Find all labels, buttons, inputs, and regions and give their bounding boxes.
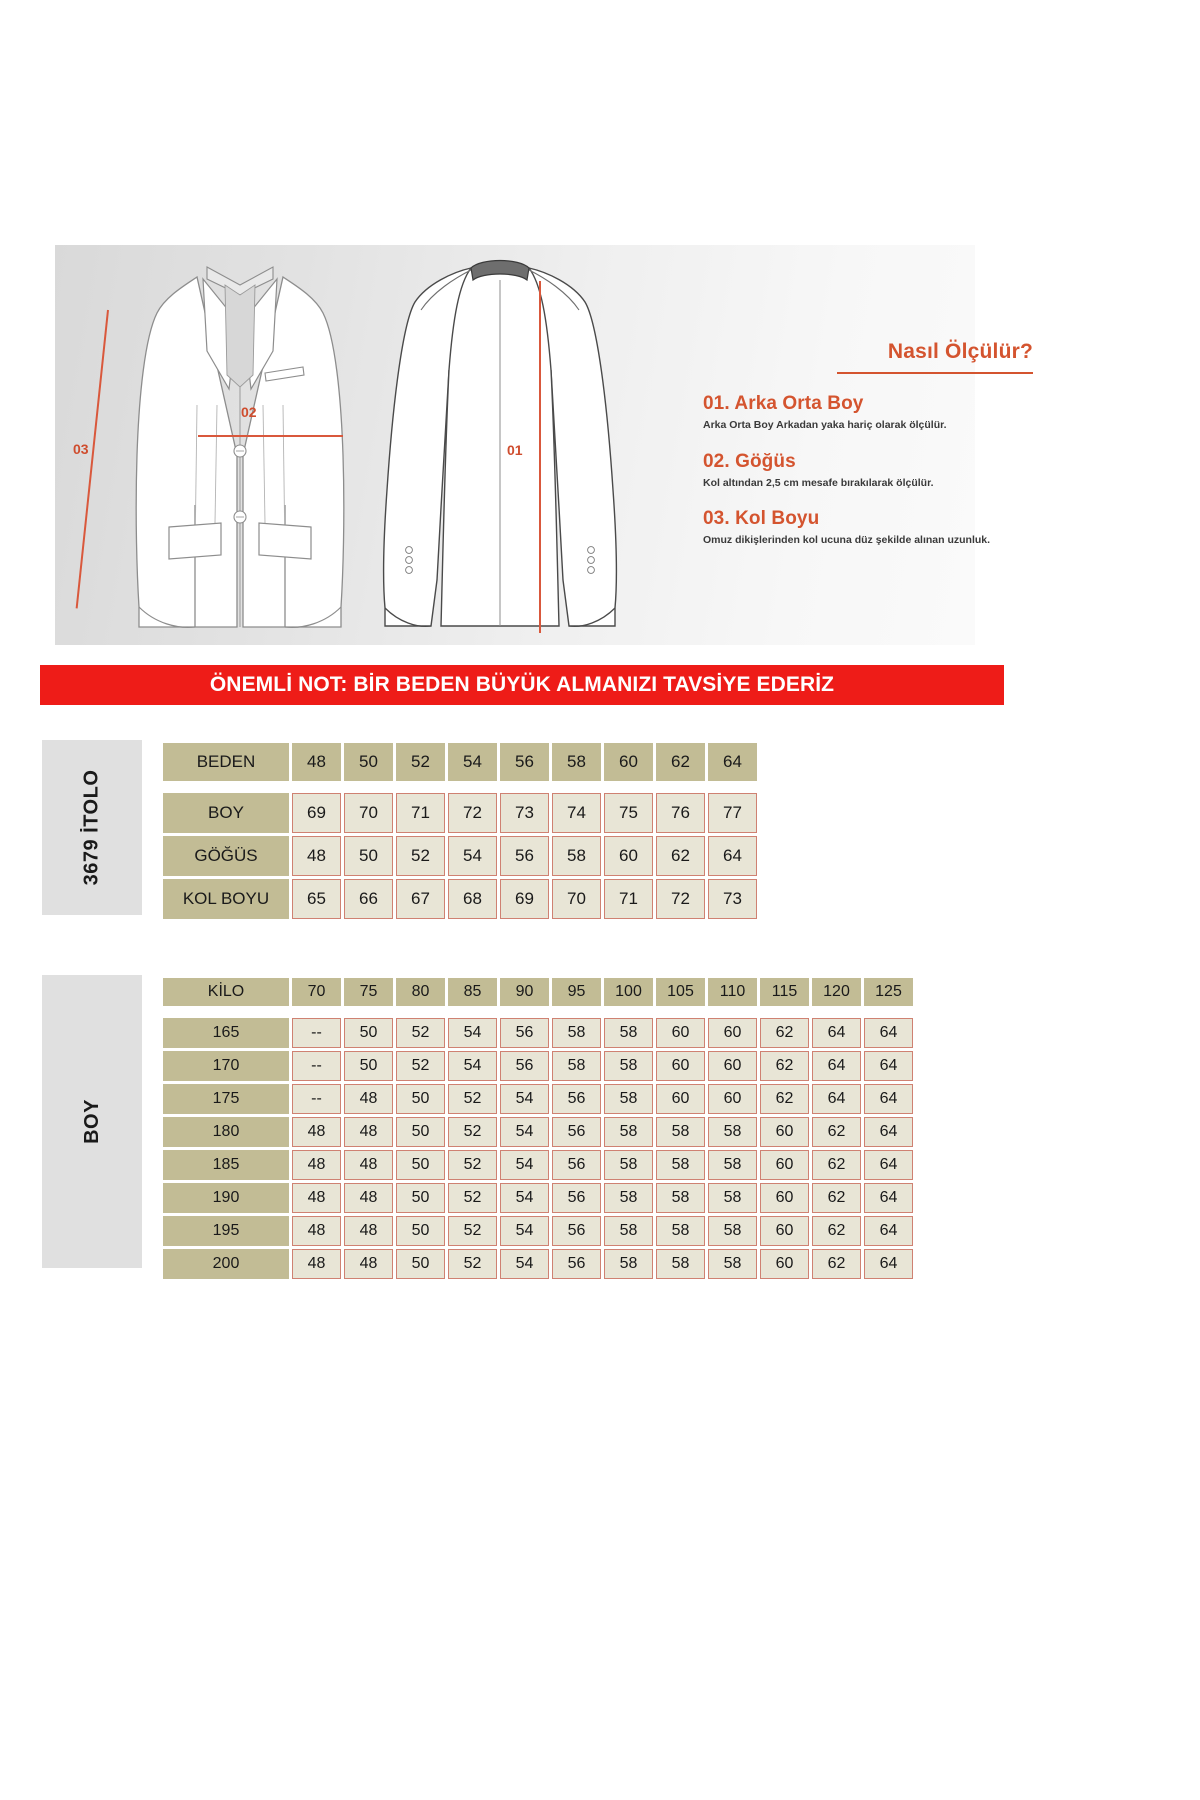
table-data-cell: 48 (292, 1216, 341, 1246)
table-data-cell: 56 (552, 1150, 601, 1180)
measurement-illustration-panel (55, 245, 1033, 645)
row-header-cell: 170 (163, 1051, 289, 1081)
column-header-cell: 64 (708, 743, 757, 781)
height-weight-size-table (160, 975, 916, 1282)
table-data-cell: -- (292, 1084, 341, 1114)
row-header-cell: 190 (163, 1183, 289, 1213)
table-data-cell: 60 (760, 1117, 809, 1147)
row-header-cell: KOL BOYU (163, 879, 289, 919)
table-row (163, 1150, 913, 1180)
table-header-row (163, 743, 757, 781)
table-data-cell: -- (292, 1051, 341, 1081)
table-data-cell: 64 (708, 836, 757, 876)
table-data-cell: 48 (292, 1183, 341, 1213)
table-data-cell: 69 (500, 879, 549, 919)
table-data-cell: 58 (708, 1117, 757, 1147)
table-data-cell: 58 (604, 1117, 653, 1147)
table-row (163, 1018, 913, 1048)
table-data-cell: 58 (552, 836, 601, 876)
table-data-cell: 52 (396, 836, 445, 876)
marker-01-label: 01 (507, 442, 523, 458)
table-data-cell: 62 (812, 1150, 861, 1180)
table-header-label: KİLO (163, 978, 289, 1006)
table-data-cell: 48 (344, 1117, 393, 1147)
table-data-cell: 71 (604, 879, 653, 919)
table-data-cell: 65 (292, 879, 341, 919)
table-data-cell: 54 (448, 1018, 497, 1048)
table-data-cell: 58 (708, 1150, 757, 1180)
table-data-cell: 58 (656, 1150, 705, 1180)
table2-side-label (42, 975, 142, 1268)
marker-03-label: 03 (73, 441, 89, 457)
table-data-cell: 52 (448, 1249, 497, 1279)
row-header-cell: 200 (163, 1249, 289, 1279)
howto-item-01-text: Arka Orta Boy Arkadan yaka hariç olarak ölçülür. (703, 419, 947, 431)
table1-side-label (42, 740, 142, 915)
table-data-cell: 62 (760, 1084, 809, 1114)
table-data-cell: 52 (448, 1216, 497, 1246)
table-data-cell: 60 (708, 1018, 757, 1048)
howto-item-02-heading: 02. Göğüs (703, 450, 796, 472)
table-data-cell: 58 (604, 1084, 653, 1114)
row-header-cell: 185 (163, 1150, 289, 1180)
table-data-cell: 62 (760, 1018, 809, 1048)
table-data-cell: 56 (552, 1216, 601, 1246)
table-data-cell: 73 (500, 793, 549, 833)
table-data-cell: 60 (604, 836, 653, 876)
jacket-front-illustration (125, 255, 355, 635)
size-measurements-table (160, 740, 760, 922)
sleeve-length-measure-line (76, 310, 109, 609)
column-header-cell: 110 (708, 978, 757, 1006)
table-data-cell: 64 (812, 1018, 861, 1048)
table-data-cell: 75 (604, 793, 653, 833)
table-data-cell: 64 (864, 1249, 913, 1279)
table-header-label: BEDEN (163, 743, 289, 781)
table-row (163, 1051, 913, 1081)
table-data-cell: 50 (396, 1183, 445, 1213)
column-header-cell: 115 (760, 978, 809, 1006)
column-header-cell: 90 (500, 978, 549, 1006)
table-data-cell: 48 (292, 836, 341, 876)
table-data-cell: 58 (552, 1051, 601, 1081)
table-spacer-row (163, 1009, 913, 1015)
howto-item-02-text: Kol altından 2,5 cm mesafe bırakılarak ölçülür. (703, 476, 934, 489)
table-data-cell: 72 (448, 793, 497, 833)
table-data-cell: 68 (448, 879, 497, 919)
table-data-cell: 50 (344, 1018, 393, 1048)
table-data-cell: 54 (500, 1216, 549, 1246)
table-data-cell: 56 (500, 1018, 549, 1048)
table-data-cell: 71 (396, 793, 445, 833)
table-data-cell: 50 (396, 1249, 445, 1279)
column-header-cell: 80 (396, 978, 445, 1006)
table-data-cell: 64 (812, 1084, 861, 1114)
table-data-cell: 54 (448, 1051, 497, 1081)
table-header-row (163, 978, 913, 1006)
column-header-cell: 75 (344, 978, 393, 1006)
table-data-cell: 54 (500, 1117, 549, 1147)
table-data-cell: 64 (864, 1216, 913, 1246)
column-header-cell: 50 (344, 743, 393, 781)
table-data-cell: 77 (708, 793, 757, 833)
howto-item-03-text: Omuz dikişlerinden kol ucuna düz şekilde alınan uzunluk. (703, 534, 991, 547)
how-to-measure-block (703, 340, 1033, 547)
table-data-cell: 58 (708, 1249, 757, 1279)
table-data-cell: 64 (864, 1018, 913, 1048)
howto-item-03-heading: 03. Kol Boyu (703, 508, 820, 530)
table-data-cell: 62 (812, 1183, 861, 1213)
table-data-cell: 56 (500, 1051, 549, 1081)
table-data-cell: 52 (448, 1084, 497, 1114)
table-data-cell: 60 (760, 1150, 809, 1180)
row-header-cell: BOY (163, 793, 289, 833)
table-data-cell: 64 (864, 1051, 913, 1081)
table1-side-label-text: 3679 İTOLO (80, 769, 103, 886)
table-data-cell: 48 (292, 1117, 341, 1147)
table-data-cell: 67 (396, 879, 445, 919)
table-data-cell: 58 (656, 1216, 705, 1246)
table-data-cell: 50 (396, 1117, 445, 1147)
table-row (163, 1249, 913, 1279)
jacket-back-illustration (375, 250, 625, 635)
column-header-cell: 95 (552, 978, 601, 1006)
table-data-cell: 72 (656, 879, 705, 919)
table-data-cell: 52 (448, 1150, 497, 1180)
column-header-cell: 120 (812, 978, 861, 1006)
row-header-cell: 165 (163, 1018, 289, 1048)
table-data-cell: 58 (604, 1216, 653, 1246)
column-header-cell: 105 (656, 978, 705, 1006)
column-header-cell: 54 (448, 743, 497, 781)
column-header-cell: 70 (292, 978, 341, 1006)
table-data-cell: 56 (552, 1183, 601, 1213)
table-row (163, 879, 757, 919)
table-row (163, 1084, 913, 1114)
table-data-cell: 74 (552, 793, 601, 833)
table2-body (163, 978, 913, 1279)
table-data-cell: 60 (760, 1249, 809, 1279)
table-data-cell: 56 (552, 1117, 601, 1147)
table-data-cell: 54 (500, 1249, 549, 1279)
table-data-cell: 50 (396, 1150, 445, 1180)
title-underline-divider (837, 372, 1033, 374)
table-row (163, 836, 757, 876)
table-data-cell: 58 (656, 1117, 705, 1147)
table-data-cell: 48 (344, 1084, 393, 1114)
table-data-cell: 70 (552, 879, 601, 919)
howto-item-01-heading: 01. Arka Orta Boy (703, 393, 864, 414)
table-data-cell: 52 (448, 1183, 497, 1213)
table-spacer-row (163, 784, 757, 790)
table-data-cell: 58 (656, 1249, 705, 1279)
column-header-cell: 52 (396, 743, 445, 781)
table-data-cell: 64 (864, 1084, 913, 1114)
chest-measure-line (198, 435, 343, 437)
table-data-cell: 64 (864, 1117, 913, 1147)
marker-02-label: 02 (241, 404, 257, 420)
table-data-cell: 62 (656, 836, 705, 876)
table-data-cell: 69 (292, 793, 341, 833)
table-data-cell: 58 (708, 1183, 757, 1213)
table-data-cell: 58 (604, 1183, 653, 1213)
row-header-cell: 180 (163, 1117, 289, 1147)
row-header-cell: GÖĞÜS (163, 836, 289, 876)
howto-item-01 (703, 393, 1033, 432)
column-header-cell: 56 (500, 743, 549, 781)
table-data-cell: 62 (760, 1051, 809, 1081)
table-data-cell: 56 (500, 836, 549, 876)
table-data-cell: 54 (500, 1183, 549, 1213)
table-row (163, 1117, 913, 1147)
table-data-cell: 58 (656, 1183, 705, 1213)
table-data-cell: 73 (708, 879, 757, 919)
column-header-cell: 58 (552, 743, 601, 781)
table2-side-label-text: BOY (80, 1099, 103, 1144)
table-data-cell: 62 (812, 1117, 861, 1147)
table-data-cell: 54 (448, 836, 497, 876)
table-row (163, 1216, 913, 1246)
back-length-measure-line (539, 281, 541, 633)
table-data-cell: 58 (604, 1249, 653, 1279)
table-data-cell: 60 (708, 1084, 757, 1114)
table-data-cell: 58 (604, 1051, 653, 1081)
table-data-cell: 60 (760, 1216, 809, 1246)
table-data-cell: 58 (604, 1150, 653, 1180)
table-data-cell: 62 (812, 1216, 861, 1246)
column-header-cell: 62 (656, 743, 705, 781)
table-data-cell: 48 (344, 1249, 393, 1279)
table-data-cell: 48 (292, 1249, 341, 1279)
column-header-cell: 125 (864, 978, 913, 1006)
table-data-cell: 64 (812, 1051, 861, 1081)
table-data-cell: 50 (344, 836, 393, 876)
table-data-cell: 56 (552, 1084, 601, 1114)
table-data-cell: 54 (500, 1084, 549, 1114)
table-data-cell: 64 (864, 1183, 913, 1213)
table-data-cell: 58 (604, 1018, 653, 1048)
table-data-cell: 56 (552, 1249, 601, 1279)
important-note-banner: ÖNEMLİ NOT: BİR BEDEN BÜYÜK ALMANIZI TAVSİYE EDERİZ (40, 665, 1004, 705)
table-data-cell: 76 (656, 793, 705, 833)
column-header-cell: 48 (292, 743, 341, 781)
table-data-cell: 60 (708, 1051, 757, 1081)
table-data-cell: 60 (760, 1183, 809, 1213)
table1-body (163, 743, 757, 919)
table-data-cell: 52 (448, 1117, 497, 1147)
table-data-cell: -- (292, 1018, 341, 1048)
table-data-cell: 48 (344, 1150, 393, 1180)
howto-item-03 (703, 508, 1033, 547)
table-data-cell: 52 (396, 1018, 445, 1048)
table-data-cell: 58 (708, 1216, 757, 1246)
column-header-cell: 100 (604, 978, 653, 1006)
table-data-cell: 50 (396, 1216, 445, 1246)
how-to-measure-title: Nasıl Ölçülür? (887, 340, 1033, 363)
table-data-cell: 50 (396, 1084, 445, 1114)
table-data-cell: 62 (812, 1249, 861, 1279)
table-data-cell: 52 (396, 1051, 445, 1081)
column-header-cell: 60 (604, 743, 653, 781)
table-data-cell: 66 (344, 879, 393, 919)
table-data-cell: 48 (344, 1183, 393, 1213)
table-data-cell: 58 (552, 1018, 601, 1048)
table-data-cell: 60 (656, 1051, 705, 1081)
table-spacer-cell (163, 784, 757, 790)
table-spacer-cell (163, 1009, 913, 1015)
table-data-cell: 70 (344, 793, 393, 833)
table-data-cell: 60 (656, 1084, 705, 1114)
table-data-cell: 64 (864, 1150, 913, 1180)
column-header-cell: 85 (448, 978, 497, 1006)
table-data-cell: 54 (500, 1150, 549, 1180)
row-header-cell: 195 (163, 1216, 289, 1246)
howto-item-02 (703, 451, 1033, 490)
table-data-cell: 48 (292, 1150, 341, 1180)
table-data-cell: 60 (656, 1018, 705, 1048)
table-data-cell: 50 (344, 1051, 393, 1081)
table-data-cell: 48 (344, 1216, 393, 1246)
row-header-cell: 175 (163, 1084, 289, 1114)
table-row (163, 1183, 913, 1213)
table-row (163, 793, 757, 833)
